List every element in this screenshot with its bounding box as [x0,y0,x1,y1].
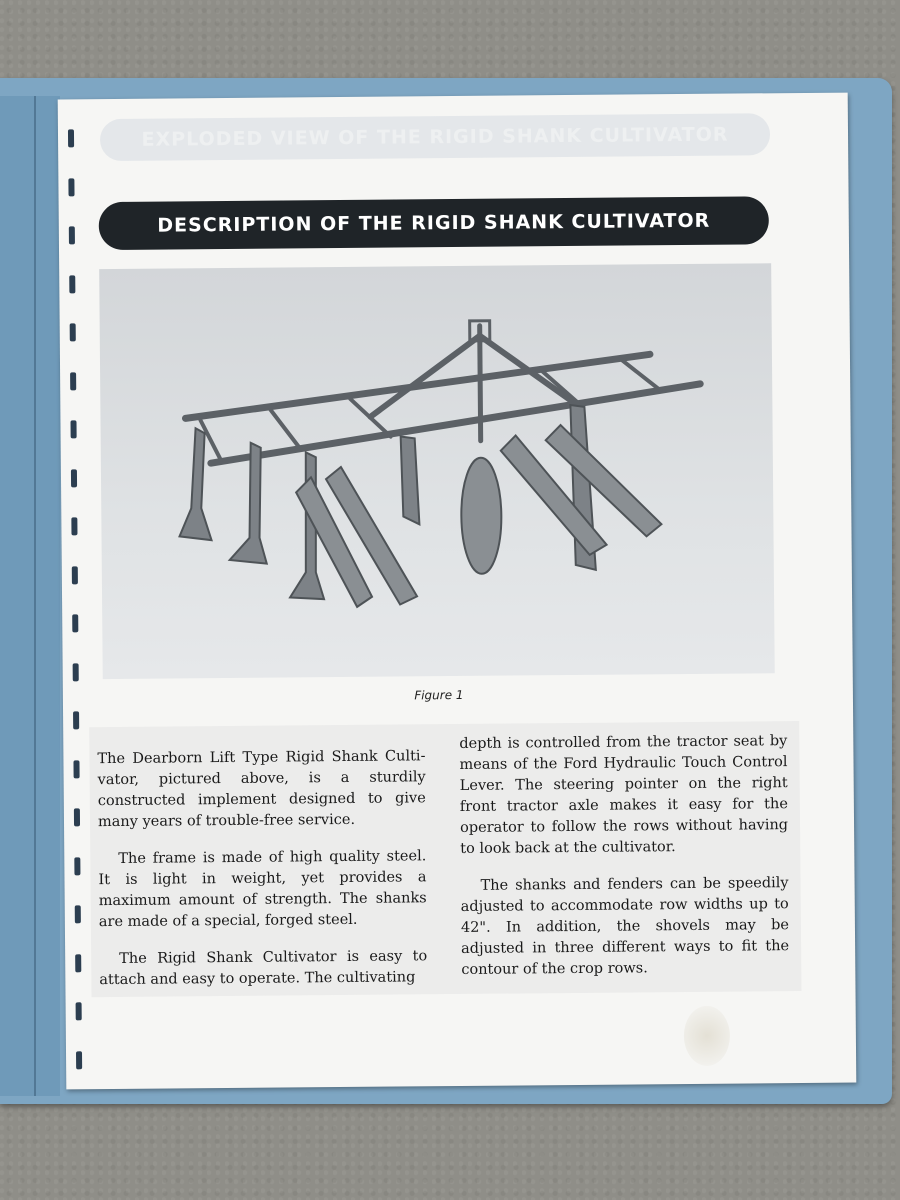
paragraph: The shanks and fenders can be speedily adjusted to accommodate row widths up to 42". In addition, the shovels may be adjusted in three different ways to fit the contour of the crop rows. [460,875,790,978]
bleed-through-banner [100,113,770,161]
folder-crease [34,96,36,1096]
text-column-left [97,746,427,1007]
paragraph: The Dearborn Lift Type Rigid Shank Culti-vator, pictured above, is a sturdily constructed implement designed to give many years of trouble-free service. [97,748,426,831]
spiral-binding-holes [68,129,88,1069]
paragraph: The Rigid Shank Cultivator is easy to attach and easy to operate. The cultivating [99,948,428,989]
bleed-through-text: EXPLODED VIEW OF THE RIGID SHANK CULTIVATOR [141,123,729,151]
document-page [58,93,857,1090]
page-title: DESCRIPTION OF THE RIGID SHANK CULTIVATOR [157,209,711,237]
cultivator-figure [99,263,775,679]
paragraph: depth is controlled from the tractor seat by means of the Ford Hydraulic Touch Control Lever. The steering pointer on the right front tractor axle makes it easy for the operator to follow the rows without having to look back at the cultivator. [459,733,789,857]
folder-left-flap [0,96,60,1096]
paper-stain [684,1006,731,1066]
cultivator-illustration [99,263,775,679]
page-title-banner [99,196,769,250]
text-column-right [459,731,789,997]
description-text-block [89,721,801,997]
paragraph: The frame is made of high quality steel. It is light in weight, yet provides a maximum amount of strength. The shanks are made of a special, forged steel. [98,848,427,931]
figure-caption: Figure 1 [414,687,464,703]
